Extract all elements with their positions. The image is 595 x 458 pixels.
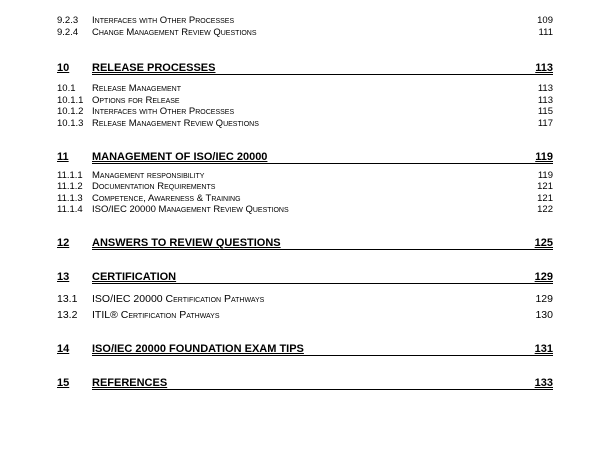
toc-entry-number: 11.1.1 xyxy=(57,170,83,181)
toc-entry-number: 10.1 xyxy=(57,83,76,94)
toc-entry-page: 121 xyxy=(537,181,553,192)
toc-entry-13-1[interactable] xyxy=(57,293,553,305)
toc-chapter-number: 15 xyxy=(57,377,70,389)
toc-chapter-10[interactable] xyxy=(57,62,553,75)
toc-entry-11-1-3[interactable] xyxy=(57,193,553,204)
toc-entry-title: Documentation Requirements xyxy=(92,181,216,192)
toc-entry-page: 130 xyxy=(535,309,553,321)
toc-entry-page: 122 xyxy=(537,204,553,215)
toc-entry-title: Options for Release xyxy=(92,95,180,106)
toc-chapter-page: 113 xyxy=(535,62,553,74)
toc-entry-title: Management responsibility xyxy=(92,170,205,181)
toc-chapter-number: 12 xyxy=(57,237,70,249)
toc-chapter-number: 14 xyxy=(57,343,70,355)
toc-entry-title: Interfaces with Other Processes xyxy=(92,15,235,26)
toc-entry-13-2[interactable] xyxy=(57,309,553,321)
toc-chapter-title: RELEASE PROCESSES xyxy=(92,62,553,75)
toc-entry-number: 10.1.2 xyxy=(57,106,84,117)
toc-chapter-number: 13 xyxy=(57,271,70,283)
toc-entry-title: ITIL® Certification Pathways xyxy=(92,309,220,321)
toc-chapter-title: ISO/IEC 20000 FOUNDATION EXAM TIPS xyxy=(92,343,553,356)
toc-chapter-page: 125 xyxy=(534,237,553,249)
toc-entry-page: 111 xyxy=(538,27,553,38)
toc-entry-number: 11.1.4 xyxy=(57,204,83,215)
toc-chapter-page: 129 xyxy=(534,271,553,283)
toc-entry-title: Interfaces with Other Processes xyxy=(92,106,235,117)
toc-entry-title: Release Management xyxy=(92,83,181,94)
toc-entry-11-1-1[interactable] xyxy=(57,170,553,181)
toc-entry-page: 109 xyxy=(537,15,553,26)
toc-entry-number: 11.1.3 xyxy=(57,193,83,204)
toc-chapter-11[interactable] xyxy=(57,151,553,164)
toc-chapter-title: CERTIFICATION xyxy=(92,271,553,284)
toc-entry-page: 121 xyxy=(537,193,553,204)
toc-entry-title: ISO/IEC 20000 Management Review Questions xyxy=(92,204,289,215)
toc-entry-page: 119 xyxy=(537,170,553,181)
toc-chapter-title: ANSWERS TO REVIEW QUESTIONS xyxy=(92,237,553,250)
toc-entry-11-1-2[interactable] xyxy=(57,181,553,192)
toc-entry-title: Release Management Review Questions xyxy=(92,118,259,129)
toc-chapter-15[interactable] xyxy=(57,377,553,390)
toc-chapter-14[interactable] xyxy=(57,343,553,356)
toc-chapter-number: 10 xyxy=(57,62,70,74)
toc-entry-page: 113 xyxy=(537,83,553,94)
toc-entry-number: 10.1.3 xyxy=(57,118,84,129)
toc-entry-9-2-4[interactable] xyxy=(57,27,553,38)
toc-chapter-page: 131 xyxy=(534,343,553,355)
toc-entry-number: 13.1 xyxy=(57,293,78,305)
toc-chapter-page: 133 xyxy=(534,377,553,389)
toc-entry-10-1-1[interactable] xyxy=(57,95,553,106)
toc-entry-10-1-3[interactable] xyxy=(57,118,553,129)
toc-chapter-title: MANAGEMENT OF ISO/IEC 20000 xyxy=(92,151,553,164)
toc-entry-title: Competence, Awareness & Training xyxy=(92,193,241,204)
toc-entry-9-2-3[interactable] xyxy=(57,15,553,26)
toc-entry-page: 117 xyxy=(537,118,553,129)
toc-entry-page: 115 xyxy=(537,106,553,117)
toc-entry-page: 113 xyxy=(537,95,553,106)
toc-chapter-13[interactable] xyxy=(57,271,553,284)
toc-chapter-title: REFERENCES xyxy=(92,377,553,390)
toc-entry-title: Change Management Review Questions xyxy=(92,27,257,38)
toc-entry-title: ISO/IEC 20000 Certification Pathways xyxy=(92,293,265,305)
toc-entry-10-1-2[interactable] xyxy=(57,106,553,117)
toc-entry-page: 129 xyxy=(535,293,553,305)
toc-chapter-12[interactable] xyxy=(57,237,553,250)
toc-entry-number: 13.2 xyxy=(57,309,78,321)
toc-entry-number: 9.2.4 xyxy=(57,27,79,38)
toc-entry-10-1[interactable] xyxy=(57,83,553,94)
toc-entry-number: 10.1.1 xyxy=(57,95,84,106)
toc-chapter-page: 119 xyxy=(535,151,553,163)
toc-chapter-number: 11 xyxy=(57,151,69,163)
toc-entry-number: 9.2.3 xyxy=(57,15,79,26)
toc-entry-number: 11.1.2 xyxy=(57,181,83,192)
toc-entry-11-1-4[interactable] xyxy=(57,204,553,215)
